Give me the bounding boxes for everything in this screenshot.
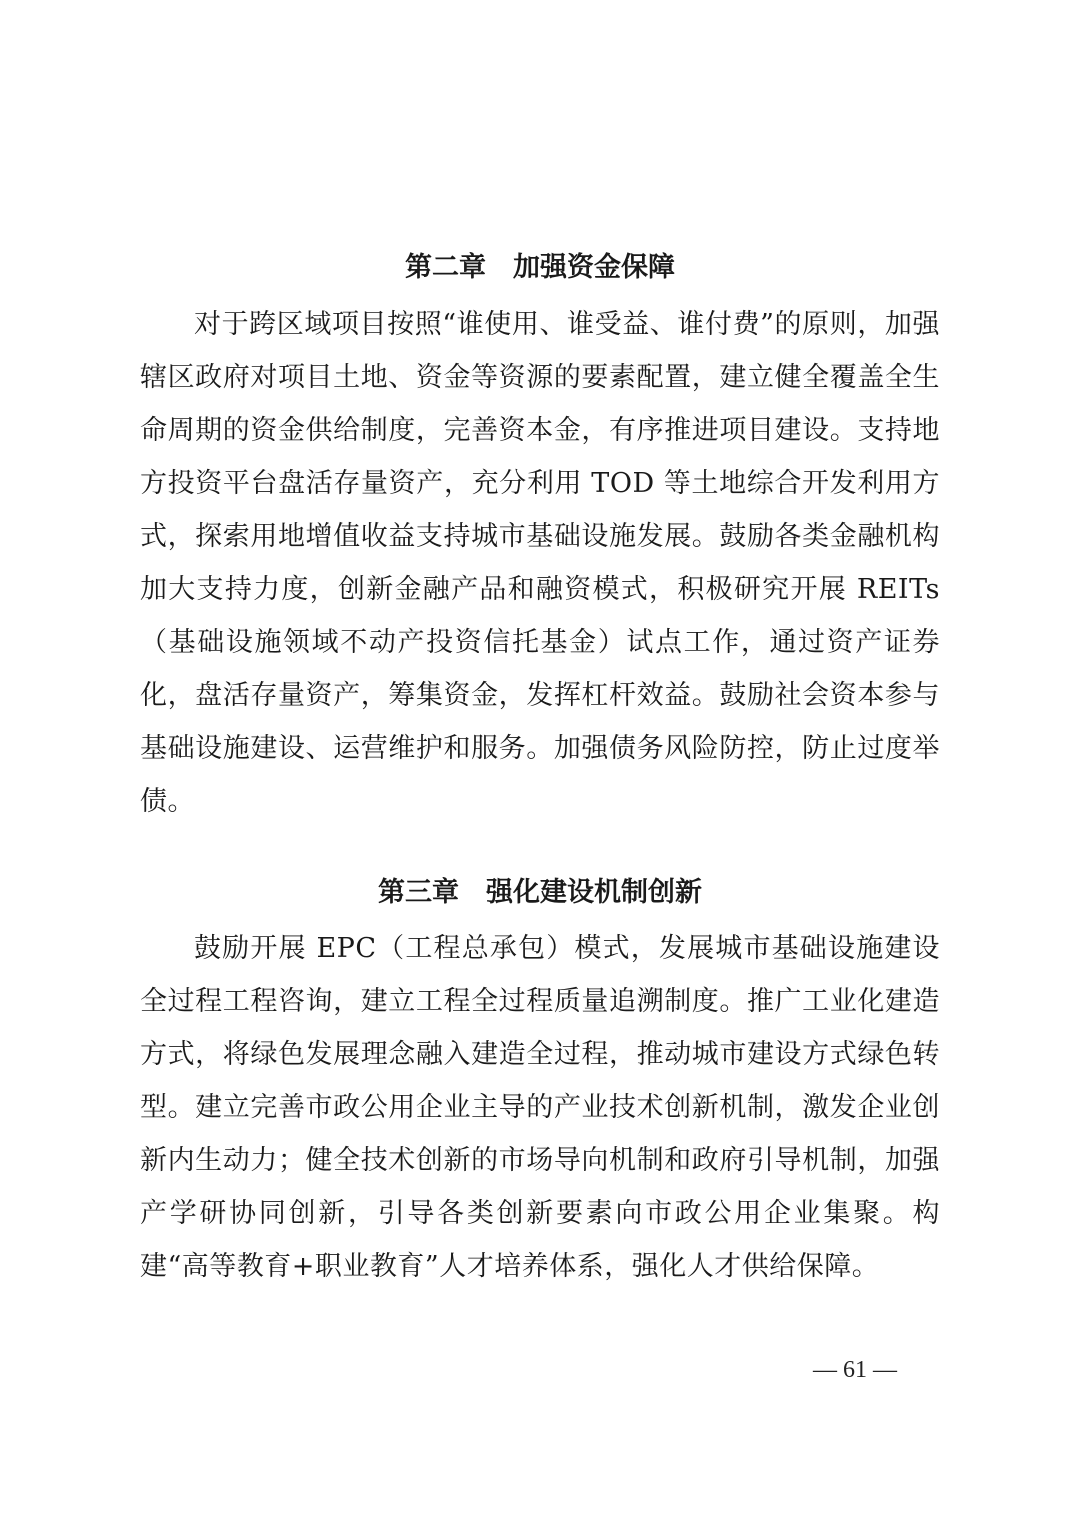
chapter-3-title: 第三章 强化建设机制创新 xyxy=(378,877,702,908)
page-number: — 61 — xyxy=(813,1357,897,1383)
chapter-2-paragraph: 对于跨区域项目按照“谁使用、谁受益、谁付费”的原则，加强辖区政府对项目土地、资金等资源的要素配置，建立健全覆盖全生命周期的资金供给制度，完善资本金，有序推进项目建设。支持地方投资平台盘活存量资产，充分利用 TOD 等土地综合开发利用方式，探索用地增值收益支持城市基础设施发展。鼓励各类金融机构加大支持力度，创新金融产品和融资模式，积极研究开展 REITs（基础设施领域不动产投资信托基金）试点工作，通过资产证券化，盘活存量资产，筹集资金，发挥杠杆效益。鼓励社会资本参与基础设施建设、运营维护和服务。加强债务风险防控，防止过度举债。 xyxy=(140,309,940,817)
chapter-2-title: 第二章 加强资金保障 xyxy=(405,252,675,283)
chapter-3-paragraph: 鼓励开展 EPC（工程总承包）模式，发展城市基础设施建设全过程工程咨询，建立工程全过程质量追溯制度。推广工业化建造方式，将绿色发展理念融入建造全过程，推动城市建设方式绿色转型。建立完善市政公用企业主导的产业技术创新机制，激发企业创新内生动力；健全技术创新的市场导向机制和政府引导机制，加强产学研协同创新，引导各类创新要素向市政公用企业集聚。构建“高等教育+职业教育”人才培养体系，强化人才供给保障。 xyxy=(140,933,940,1282)
